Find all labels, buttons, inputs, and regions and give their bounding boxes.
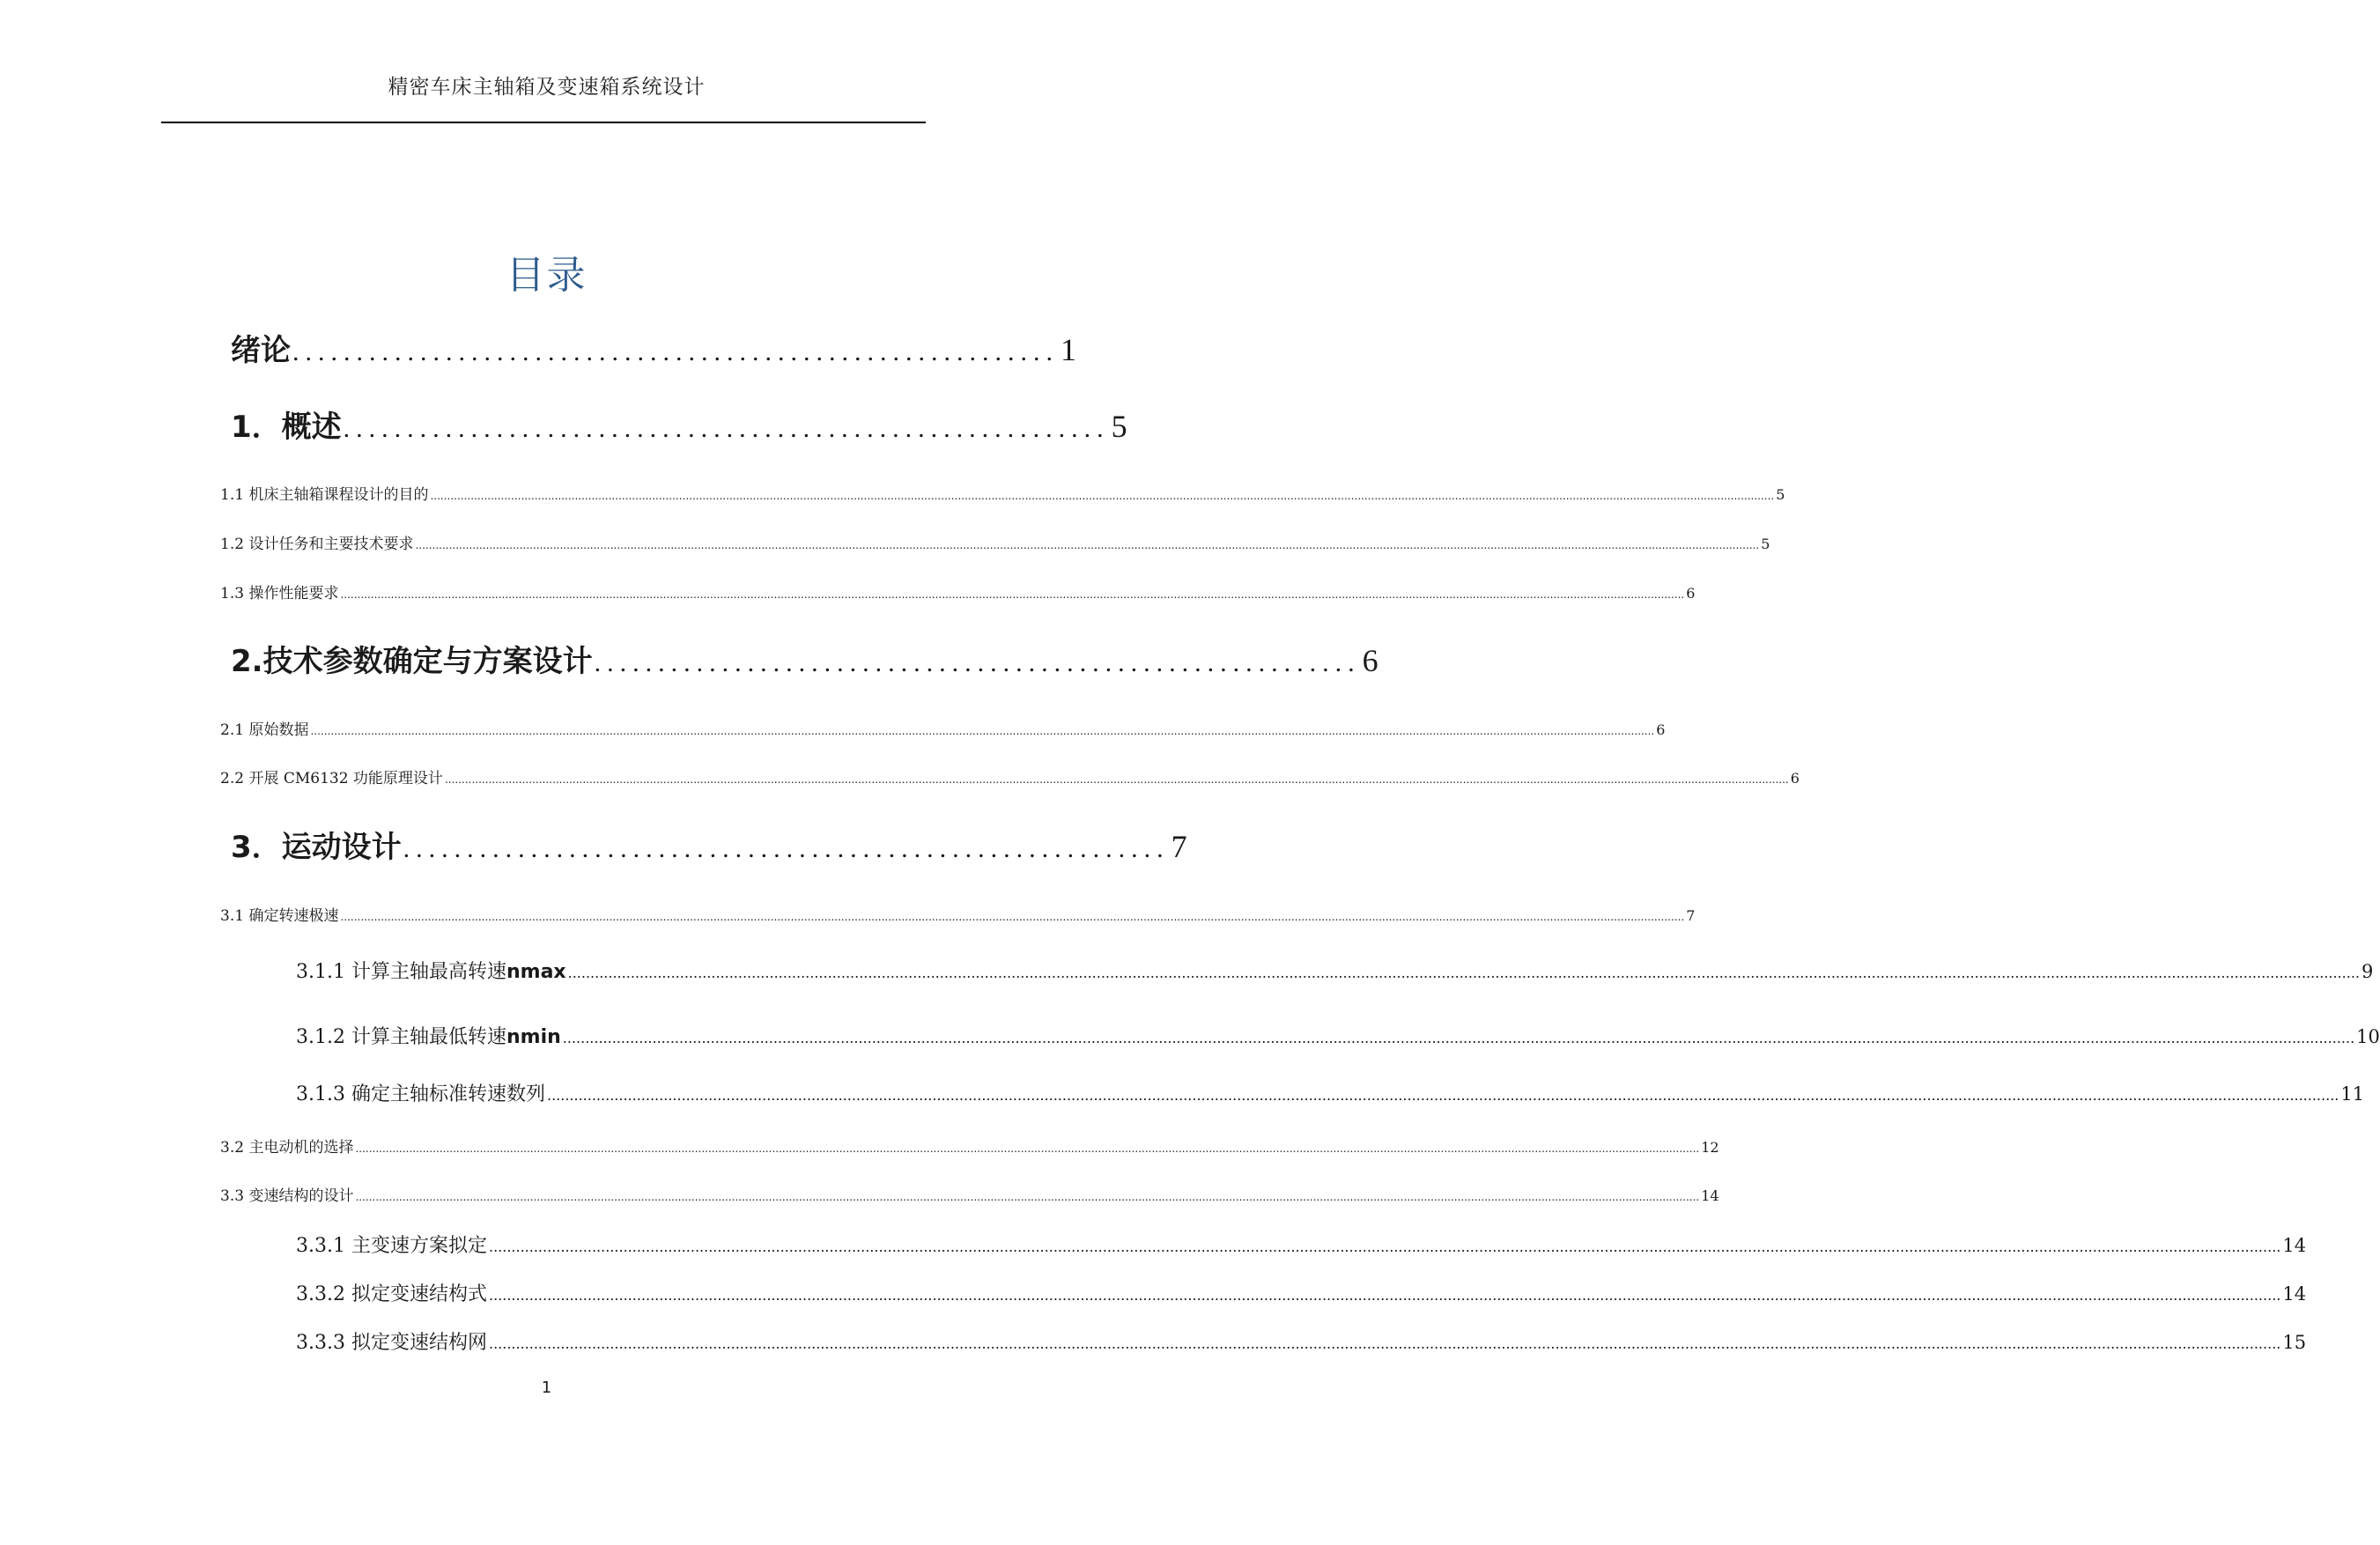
page-header: 精密车床主轴箱及变速箱系统设计 xyxy=(388,76,706,99)
toc-entry[interactable] xyxy=(296,957,2374,987)
toc-entry-page: 1 xyxy=(1061,332,1076,367)
toc-entry[interactable] xyxy=(231,326,1076,375)
toc-entry-label: 1．概述 xyxy=(231,410,342,445)
toc-entry-label: 1.2 设计任务和主要技术要求 xyxy=(220,536,414,553)
toc-entry[interactable] xyxy=(220,531,1770,554)
toc-entry-label: 3.1.3 确定主轴标准转速数列 xyxy=(296,1083,545,1105)
toc-leader-dots: ............................................................ xyxy=(292,337,1059,366)
toc-entry[interactable] xyxy=(220,580,1696,603)
toc-entry-page: 15 xyxy=(2282,1332,2307,1353)
toc-leader-dots: ................................................................................................................................................................................................................................................................................................................................................................................................................ xyxy=(340,911,1685,923)
toc-entry-suffix: nmax xyxy=(506,961,566,983)
toc-entry-label: 3.3.1 主变速方案拟定 xyxy=(296,1235,487,1257)
toc-leader-dots: ................................................................................................................................................................................................................................................................................................................................................................................................................ xyxy=(488,1238,2281,1255)
toc-leader-dots: ................................................................................................................................................................................................................................................................................................................................................................................................................ xyxy=(355,1191,1700,1203)
toc-entry-text: 3.1.2 计算主轴最低转速 xyxy=(296,1026,506,1048)
toc-leader-dots: ................................................................................................................................................................................................................................................................................................................................................................................................................ xyxy=(430,490,1775,502)
toc-entry-page: 7 xyxy=(1686,907,1696,924)
toc-leader-dots: ................................................................................................................................................................................................................................................................................................................................................................................................................ xyxy=(562,1030,2355,1046)
header-rule xyxy=(161,122,926,123)
toc-entry-label: 1.1 机床主轴箱课程设计的目的 xyxy=(220,486,429,504)
toc-leader-dots: ............................................................ xyxy=(343,414,1110,443)
toc-entry-label: 2.1 原始数据 xyxy=(220,721,309,739)
toc-entry-page: 5 xyxy=(1111,409,1127,444)
toc-entry-label: 3.3.3 拟定变速结构网 xyxy=(296,1332,487,1354)
toc-entry-page: 14 xyxy=(2282,1283,2307,1305)
toc-entry[interactable] xyxy=(296,1279,2307,1309)
toc-entry[interactable] xyxy=(296,1231,2307,1260)
toc-entry[interactable] xyxy=(231,823,1187,872)
toc-leader-dots: ................................................................................................................................................................................................................................................................................................................................................................................................................ xyxy=(340,588,1685,601)
toc-leader-dots: ................................................................................................................................................................................................................................................................................................................................................................................................................ xyxy=(546,1087,2339,1104)
toc-entry-page: 14 xyxy=(2282,1235,2307,1256)
toc-entry-page: 10 xyxy=(2356,1026,2380,1047)
toc-entry[interactable] xyxy=(231,637,1378,686)
toc-entry-page: 5 xyxy=(1776,486,1785,503)
toc-entry-page: 5 xyxy=(1761,536,1770,552)
toc-entry[interactable] xyxy=(220,765,1800,788)
page-number: 1 xyxy=(541,1379,552,1397)
toc-leader-dots: ................................................................................................................................................................................................................................................................................................................................................................................................................ xyxy=(567,965,2360,981)
toc-entry-label xyxy=(296,957,566,984)
toc-entry-label: 2.技术参数确定与方案设计 xyxy=(231,644,593,679)
toc-entry[interactable] xyxy=(231,403,1127,452)
toc-entry-page: 7 xyxy=(1171,829,1187,864)
toc-entry[interactable] xyxy=(296,1079,2365,1109)
toc-entry-page: 11 xyxy=(2340,1083,2365,1105)
toc-leader-dots: ............................................................ xyxy=(403,834,1170,863)
toc-entry[interactable] xyxy=(296,1327,2307,1357)
toc-entry[interactable] xyxy=(220,1183,1719,1206)
toc-entry-page: 12 xyxy=(1701,1139,1719,1156)
toc-entry[interactable] xyxy=(220,1135,1719,1157)
toc-entry-page: 6 xyxy=(1362,643,1378,678)
toc-entry[interactable] xyxy=(220,903,1696,926)
toc-entry-label: 1.3 操作性能要求 xyxy=(220,585,339,602)
toc-entry-page: 9 xyxy=(2361,961,2374,982)
toc-entry-label: 绪论 xyxy=(231,333,291,368)
toc-entry-suffix: nmin xyxy=(506,1026,561,1048)
toc-entry-page: 6 xyxy=(1656,721,1666,738)
toc-entry-page: 14 xyxy=(1701,1187,1719,1204)
toc-leader-dots: ................................................................................................................................................................................................................................................................................................................................................................................................................ xyxy=(488,1335,2281,1352)
toc-leader-dots: ............................................................ xyxy=(594,648,1361,677)
toc-entry-label: 2.2 开展 CM6132 功能原理设计 xyxy=(220,770,443,787)
toc-leader-dots: ................................................................................................................................................................................................................................................................................................................................................................................................................ xyxy=(444,773,1789,786)
toc-entry-label: 3．运动设计 xyxy=(231,830,402,865)
toc-entry[interactable] xyxy=(220,482,1785,505)
toc-leader-dots: ................................................................................................................................................................................................................................................................................................................................................................................................................ xyxy=(488,1287,2281,1304)
toc-leader-dots: ................................................................................................................................................................................................................................................................................................................................................................................................................ xyxy=(310,725,1655,737)
toc-entry-label: 3.1 确定转速极速 xyxy=(220,907,339,925)
toc-entry-label: 3.3.2 拟定变速结构式 xyxy=(296,1283,487,1305)
toc-entry-text: 3.1.1 计算主轴最高转速 xyxy=(296,961,506,983)
toc-leader-dots: ................................................................................................................................................................................................................................................................................................................................................................................................................ xyxy=(415,539,1760,551)
toc-entry-label xyxy=(296,1022,561,1049)
toc-entry-page: 6 xyxy=(1790,770,1800,787)
toc-leader-dots: ................................................................................................................................................................................................................................................................................................................................................................................................................ xyxy=(355,1142,1700,1155)
toc-entry-label: 3.3 变速结构的设计 xyxy=(220,1187,354,1205)
toc-entry[interactable] xyxy=(220,717,1666,740)
toc-entry-page: 6 xyxy=(1686,585,1696,602)
toc-entry-label: 3.2 主电动机的选择 xyxy=(220,1139,354,1157)
toc-title: 目录 xyxy=(506,253,588,298)
toc-entry[interactable] xyxy=(296,1022,2380,1052)
